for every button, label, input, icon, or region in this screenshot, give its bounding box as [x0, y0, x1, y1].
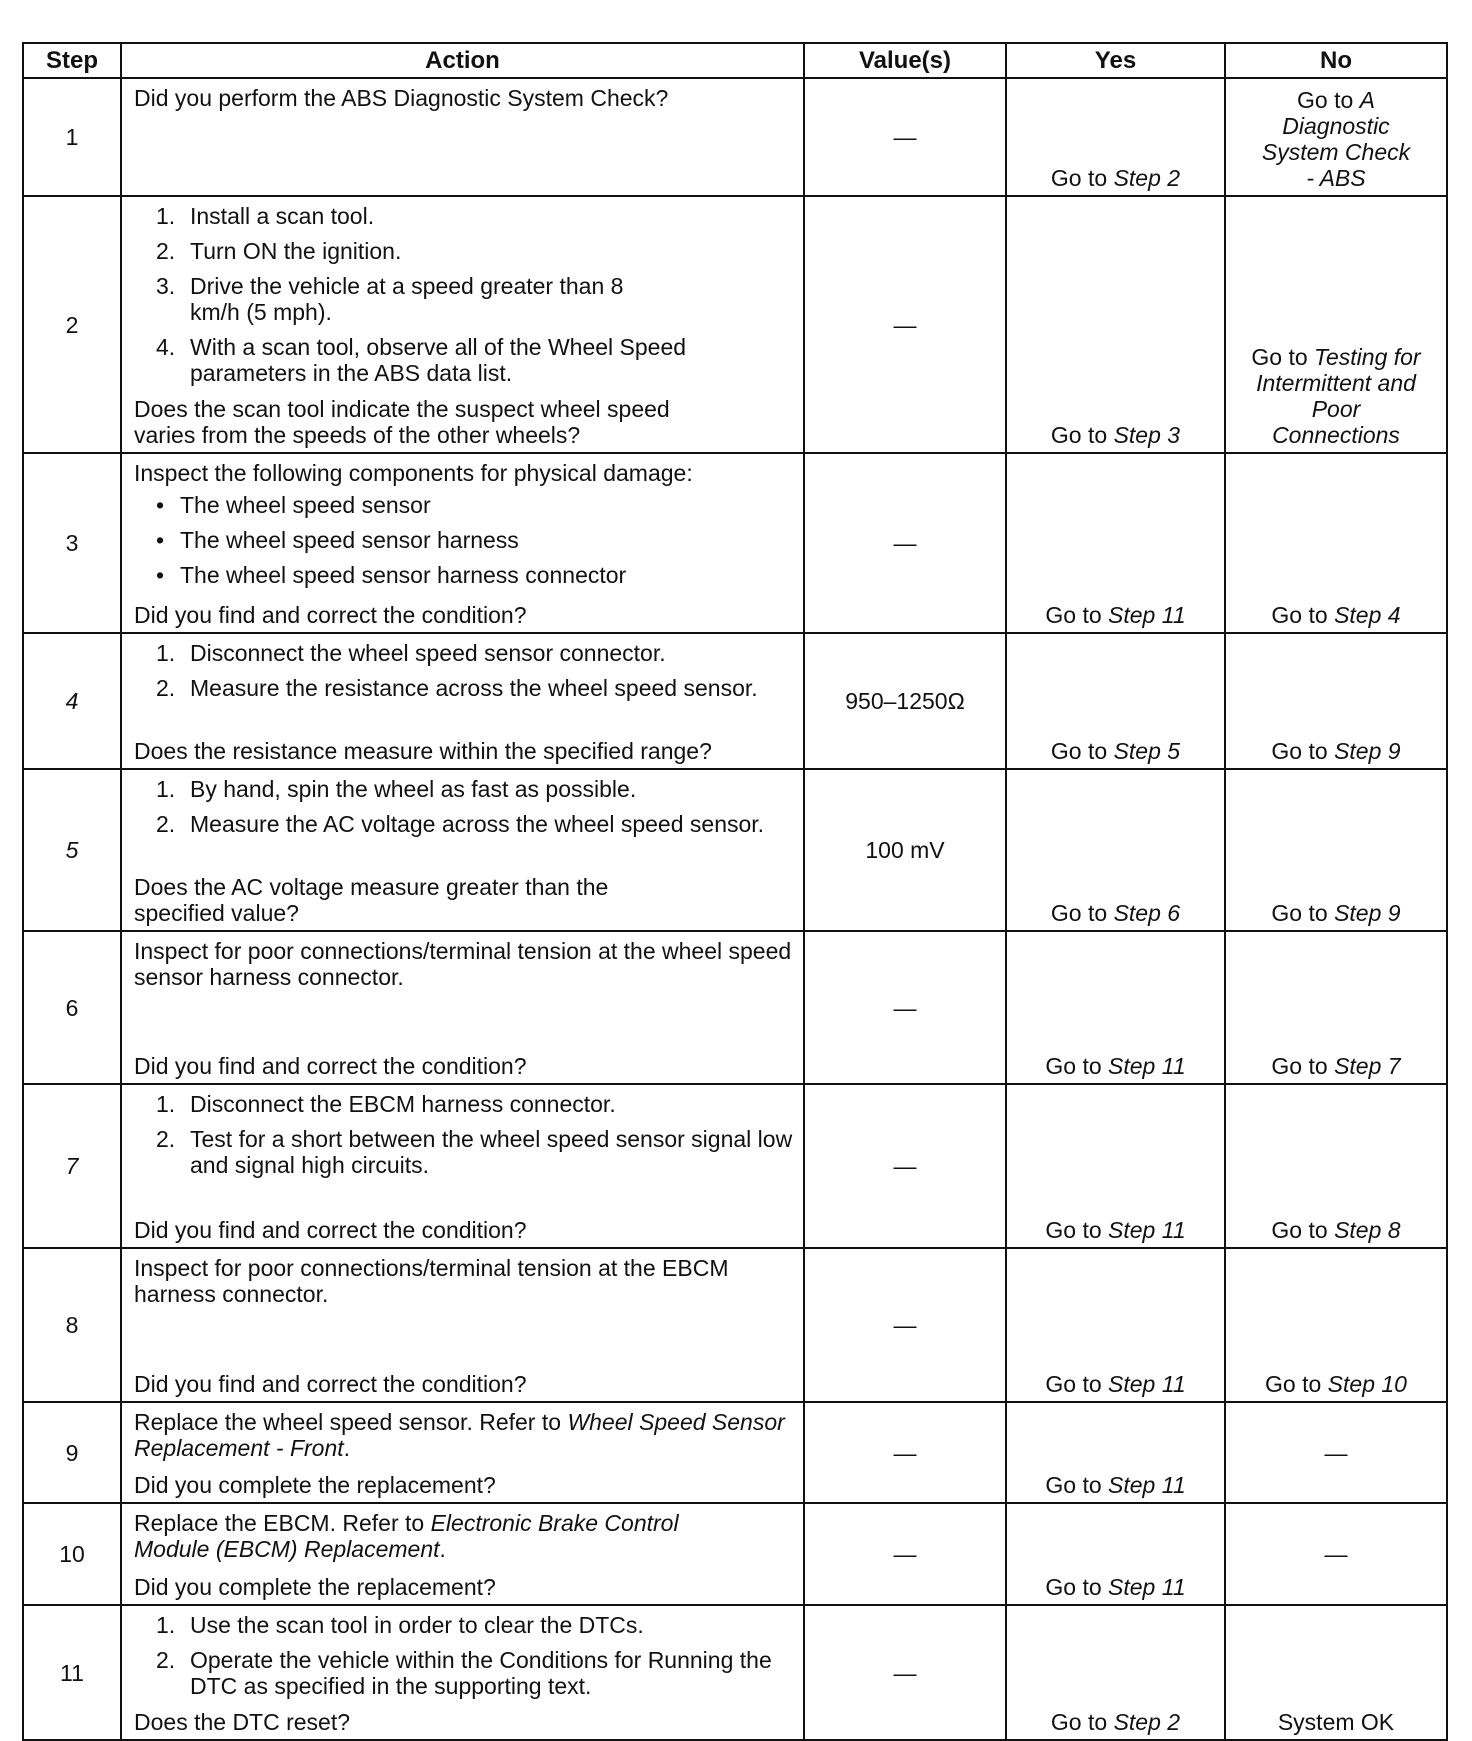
action-cell [121, 1084, 804, 1248]
yes-prefix: Go to [1045, 1574, 1109, 1601]
list-item: • The wheel speed sensor harness connector [156, 561, 627, 588]
table-row [23, 1605, 1447, 1740]
step-number: 9 [23, 1402, 121, 1503]
reference-link[interactable]: Wheel Speed Sensor Replacement - Front [134, 1409, 785, 1461]
action-steps [134, 1612, 793, 1708]
list-item: 2. Measure the AC voltage across the wheel speed sensor. [156, 810, 765, 837]
no-link[interactable]: Testing for Intermittent and Poor Connections [1256, 344, 1421, 449]
action-question: Did you complete the replacement? [134, 1574, 496, 1601]
action-cell [121, 453, 804, 633]
table-row [23, 931, 1447, 1084]
no-cell [1225, 633, 1447, 769]
step-number: 1 [23, 78, 121, 196]
yes-prefix: Go to [1050, 1709, 1114, 1736]
yes-prefix: Go to [1045, 1217, 1109, 1244]
step-number: 8 [23, 1248, 121, 1402]
yes-link[interactable]: Step 11 [1108, 602, 1186, 629]
action-cell [121, 78, 804, 196]
action-question: Did you find and correct the condition? [134, 1217, 527, 1244]
list-item: 2. Test for a short between the wheel speed sensor signal low and signal high circuits. [156, 1125, 793, 1178]
no-prefix: Go to [1271, 1053, 1335, 1080]
action-question: Did you find and correct the condition? [134, 1371, 527, 1398]
yes-prefix: Go to [1050, 900, 1114, 927]
action-text: Inspect for poor connections/terminal tension at the wheel speed sensor harness connector. [134, 938, 792, 990]
action-cell [121, 1248, 804, 1402]
step-number: 4 [23, 633, 121, 769]
header-yes: Yes [1006, 43, 1225, 78]
table-row [23, 78, 1447, 196]
action-text: Inspect the following components for physical damage: [134, 460, 693, 486]
action-text: Did you perform the ABS Diagnostic System Check? [134, 85, 669, 111]
yes-cell [1006, 1402, 1225, 1503]
action-question: Does the AC voltage measure greater than the specified value? [134, 874, 609, 927]
step-number: 10 [23, 1503, 121, 1605]
action-cell [121, 1402, 804, 1503]
value-cell: — [804, 1084, 1006, 1248]
action-cell [121, 931, 804, 1084]
step-number: 11 [23, 1605, 121, 1740]
table-row [23, 453, 1447, 633]
step-number: 6 [23, 931, 121, 1084]
header-row [23, 43, 1447, 78]
table-row [23, 633, 1447, 769]
list-item: 1. Use the scan tool in order to clear the DTCs. [156, 1612, 644, 1638]
no-cell [1225, 1084, 1447, 1248]
step-number: 5 [23, 769, 121, 931]
value-cell: 950–1250Ω [804, 633, 1006, 769]
yes-prefix: Go to [1045, 1371, 1109, 1398]
yes-prefix: Go to [1045, 1472, 1109, 1499]
no-prefix: Go to [1251, 344, 1315, 371]
no-cell [1225, 453, 1447, 633]
no-link[interactable]: Step 9 [1334, 900, 1401, 927]
action-text: Replace the wheel speed sensor. Refer to Wheel Speed Sensor Replacement - Front. [134, 1409, 785, 1461]
action-question: Did you find and correct the condition? [134, 1053, 527, 1080]
no-link[interactable]: Step 10 [1327, 1371, 1407, 1398]
no-link[interactable]: Step 7 [1334, 1053, 1401, 1080]
action-cell [121, 1503, 804, 1605]
value-cell: — [804, 1248, 1006, 1402]
step-number: 7 [23, 1084, 121, 1248]
yes-prefix: Go to [1050, 738, 1114, 765]
no-link[interactable]: Step 9 [1334, 738, 1401, 765]
value-cell: — [804, 1605, 1006, 1740]
list-item: • The wheel speed sensor harness [156, 526, 519, 553]
yes-cell [1006, 633, 1225, 769]
no-prefix: Go to [1271, 738, 1335, 765]
no-link[interactable]: A Diagnostic System Check - ABS [1261, 87, 1411, 192]
yes-prefix: Go to [1050, 422, 1114, 449]
no-prefix: Go to [1271, 900, 1335, 927]
action-question: Does the scan tool indicate the suspect wheel speed varies from the speeds of the other wheels? [134, 396, 670, 449]
no-cell: — [1225, 1503, 1447, 1605]
yes-link[interactable]: Step 11 [1108, 1217, 1186, 1244]
yes-cell [1006, 1605, 1225, 1740]
no-cell [1225, 769, 1447, 931]
no-cell: — [1225, 1402, 1447, 1503]
header-step: Step [23, 43, 121, 78]
value-cell: — [804, 931, 1006, 1084]
component-list [134, 492, 793, 588]
action-text: Inspect for poor connections/terminal tension at the EBCM harness connector. [134, 1255, 729, 1307]
yes-link[interactable]: Step 11 [1108, 1053, 1186, 1080]
yes-prefix: Go to [1045, 1053, 1109, 1080]
reference-link[interactable]: Electronic Brake Control Module (EBCM) Replacement [134, 1510, 679, 1562]
action-text: Replace the EBCM. Refer to Electronic Brake Control Module (EBCM) Replacement. [134, 1510, 679, 1562]
yes-cell [1006, 1248, 1225, 1402]
list-item: 1. Disconnect the EBCM harness connector. [156, 1091, 616, 1117]
no-cell [1225, 931, 1447, 1084]
yes-link[interactable]: Step 2 [1113, 1709, 1181, 1736]
yes-cell [1006, 931, 1225, 1084]
action-cell [121, 769, 804, 931]
table-row [23, 1402, 1447, 1503]
action-cell [121, 1605, 804, 1740]
diagnostic-table [22, 42, 1448, 1741]
no-prefix: Go to [1271, 1217, 1335, 1244]
list-item: • The wheel speed sensor [156, 491, 431, 518]
value-cell: 100 mV [804, 769, 1006, 931]
value-cell: — [804, 196, 1006, 453]
yes-link[interactable]: Step 11 [1108, 1472, 1186, 1499]
yes-link[interactable]: Step 11 [1108, 1371, 1186, 1398]
yes-link[interactable]: Step 11 [1108, 1574, 1186, 1601]
table-row [23, 1503, 1447, 1605]
value-cell: — [804, 1402, 1006, 1503]
action-cell [121, 633, 804, 769]
yes-cell [1006, 1084, 1225, 1248]
value-cell: — [804, 78, 1006, 196]
list-item: 1. Disconnect the wheel speed sensor connector. [156, 640, 666, 666]
value-cell: — [804, 453, 1006, 633]
no-prefix: Go to [1271, 602, 1335, 629]
no-link[interactable]: Step 4 [1334, 602, 1401, 629]
step-number: 2 [23, 196, 121, 453]
list-item: 1. Install a scan tool. [156, 203, 375, 229]
no-cell: System OK [1225, 1605, 1447, 1740]
list-item: 4. With a scan tool, observe all of the Wheel Speed parameters in the ABS data list. [156, 333, 687, 386]
header-no: No [1225, 43, 1447, 78]
action-steps [134, 203, 793, 395]
yes-cell [1006, 196, 1225, 453]
action-question: Did you complete the replacement? [134, 1472, 496, 1499]
yes-cell [1006, 78, 1225, 196]
no-cell [1225, 196, 1447, 453]
yes-cell [1006, 1503, 1225, 1605]
action-steps [134, 1091, 793, 1187]
no-cell [1225, 1248, 1447, 1402]
yes-cell [1006, 453, 1225, 633]
no-prefix: Go to [1265, 1371, 1328, 1398]
action-question: Does the resistance measure within the specified range? [134, 738, 712, 765]
yes-prefix: Go to [1050, 165, 1114, 192]
table-row [23, 1248, 1447, 1402]
value-cell: — [804, 1503, 1006, 1605]
list-item: 1. By hand, spin the wheel as fast as possible. [156, 776, 637, 802]
yes-prefix: Go to [1045, 602, 1109, 629]
yes-cell [1006, 769, 1225, 931]
list-item: 3. Drive the vehicle at a speed greater than 8 km/h (5 mph). [156, 272, 624, 325]
yes-link[interactable]: Step 6 [1113, 900, 1181, 927]
no-cell [1225, 78, 1447, 196]
header-values: Value(s) [804, 43, 1006, 78]
header-action: Action [121, 43, 804, 78]
action-question: Did you find and correct the condition? [134, 602, 527, 629]
action-cell [121, 196, 804, 453]
no-link[interactable]: Step 8 [1334, 1217, 1401, 1244]
list-item: 2. Measure the resistance across the wheel speed sensor. [156, 674, 758, 701]
step-number: 3 [23, 453, 121, 633]
no-prefix: Go to [1297, 87, 1360, 114]
action-steps [134, 640, 793, 710]
action-steps [134, 776, 793, 846]
table-row [23, 1084, 1447, 1248]
yes-link[interactable]: Step 2 [1113, 165, 1181, 192]
table-row [23, 196, 1447, 453]
list-item: 2. Turn ON the ignition. [156, 237, 402, 264]
yes-link[interactable]: Step 5 [1113, 738, 1181, 765]
table-row [23, 769, 1447, 931]
yes-link[interactable]: Step 3 [1113, 422, 1181, 449]
action-question: Does the DTC reset? [134, 1709, 351, 1736]
list-item: 2. Operate the vehicle within the Conditions for Running the DTC as specified in the supporting text. [156, 1646, 772, 1699]
